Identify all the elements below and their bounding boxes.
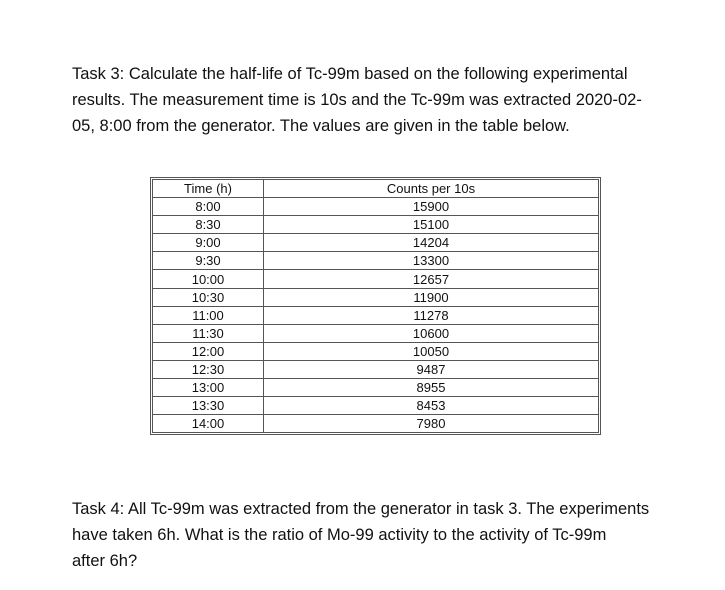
time-cell: 12:30 (153, 360, 264, 378)
task4-line: after 6h? (72, 552, 138, 570)
table-row (153, 216, 599, 234)
table-row (153, 198, 599, 216)
counts-cell: 12657 (264, 270, 599, 288)
counts-cell: 9487 (264, 360, 599, 378)
time-cell: 13:30 (153, 397, 264, 415)
table-row (153, 270, 599, 288)
column-header-counts: Counts per 10s (264, 180, 599, 198)
data-table-container (152, 179, 599, 433)
task3-line: results. The measurement time is 10s and the Tc-99m was extracted 2020-02- (72, 91, 642, 109)
counts-cell: 13300 (264, 252, 599, 270)
counts-cell: 15100 (264, 216, 599, 234)
counts-cell: 15900 (264, 198, 599, 216)
counts-cell: 11278 (264, 306, 599, 324)
time-cell: 12:00 (153, 342, 264, 360)
counts-cell: 8453 (264, 397, 599, 415)
column-header-time: Time (h) (153, 180, 264, 198)
table-row (153, 342, 599, 360)
time-cell: 9:30 (153, 252, 264, 270)
time-cell: 8:30 (153, 216, 264, 234)
counts-cell: 7980 (264, 415, 599, 433)
table-row (153, 360, 599, 378)
table-row (153, 415, 599, 433)
table-row (153, 288, 599, 306)
time-cell: 13:00 (153, 379, 264, 397)
counts-cell: 10600 (264, 324, 599, 342)
table-row (153, 397, 599, 415)
table-row (153, 234, 599, 252)
time-cell: 8:00 (153, 198, 264, 216)
table-row (153, 306, 599, 324)
counts-cell: 14204 (264, 234, 599, 252)
counts-table (152, 179, 599, 433)
time-cell: 9:00 (153, 234, 264, 252)
task4-line: have taken 6h. What is the ratio of Mo-99 activity to the activity of Tc-99m (72, 526, 607, 544)
task3-line: Task 3: Calculate the half-life of Tc-99m based on the following experimental (72, 65, 628, 83)
table-row (153, 324, 599, 342)
time-cell: 10:00 (153, 270, 264, 288)
counts-cell: 8955 (264, 379, 599, 397)
time-cell: 11:00 (153, 306, 264, 324)
task3-line: 05, 8:00 from the generator. The values are given in the table below. (72, 117, 570, 135)
table-header-row (153, 180, 599, 198)
time-cell: 14:00 (153, 415, 264, 433)
time-cell: 10:30 (153, 288, 264, 306)
counts-cell: 10050 (264, 342, 599, 360)
table-row (153, 252, 599, 270)
table-row (153, 379, 599, 397)
task3-paragraph (72, 61, 642, 139)
time-cell: 11:30 (153, 324, 264, 342)
task4-paragraph (72, 496, 649, 574)
task4-line: Task 4: All Tc-99m was extracted from the generator in task 3. The experiments (72, 500, 650, 518)
counts-cell: 11900 (264, 288, 599, 306)
